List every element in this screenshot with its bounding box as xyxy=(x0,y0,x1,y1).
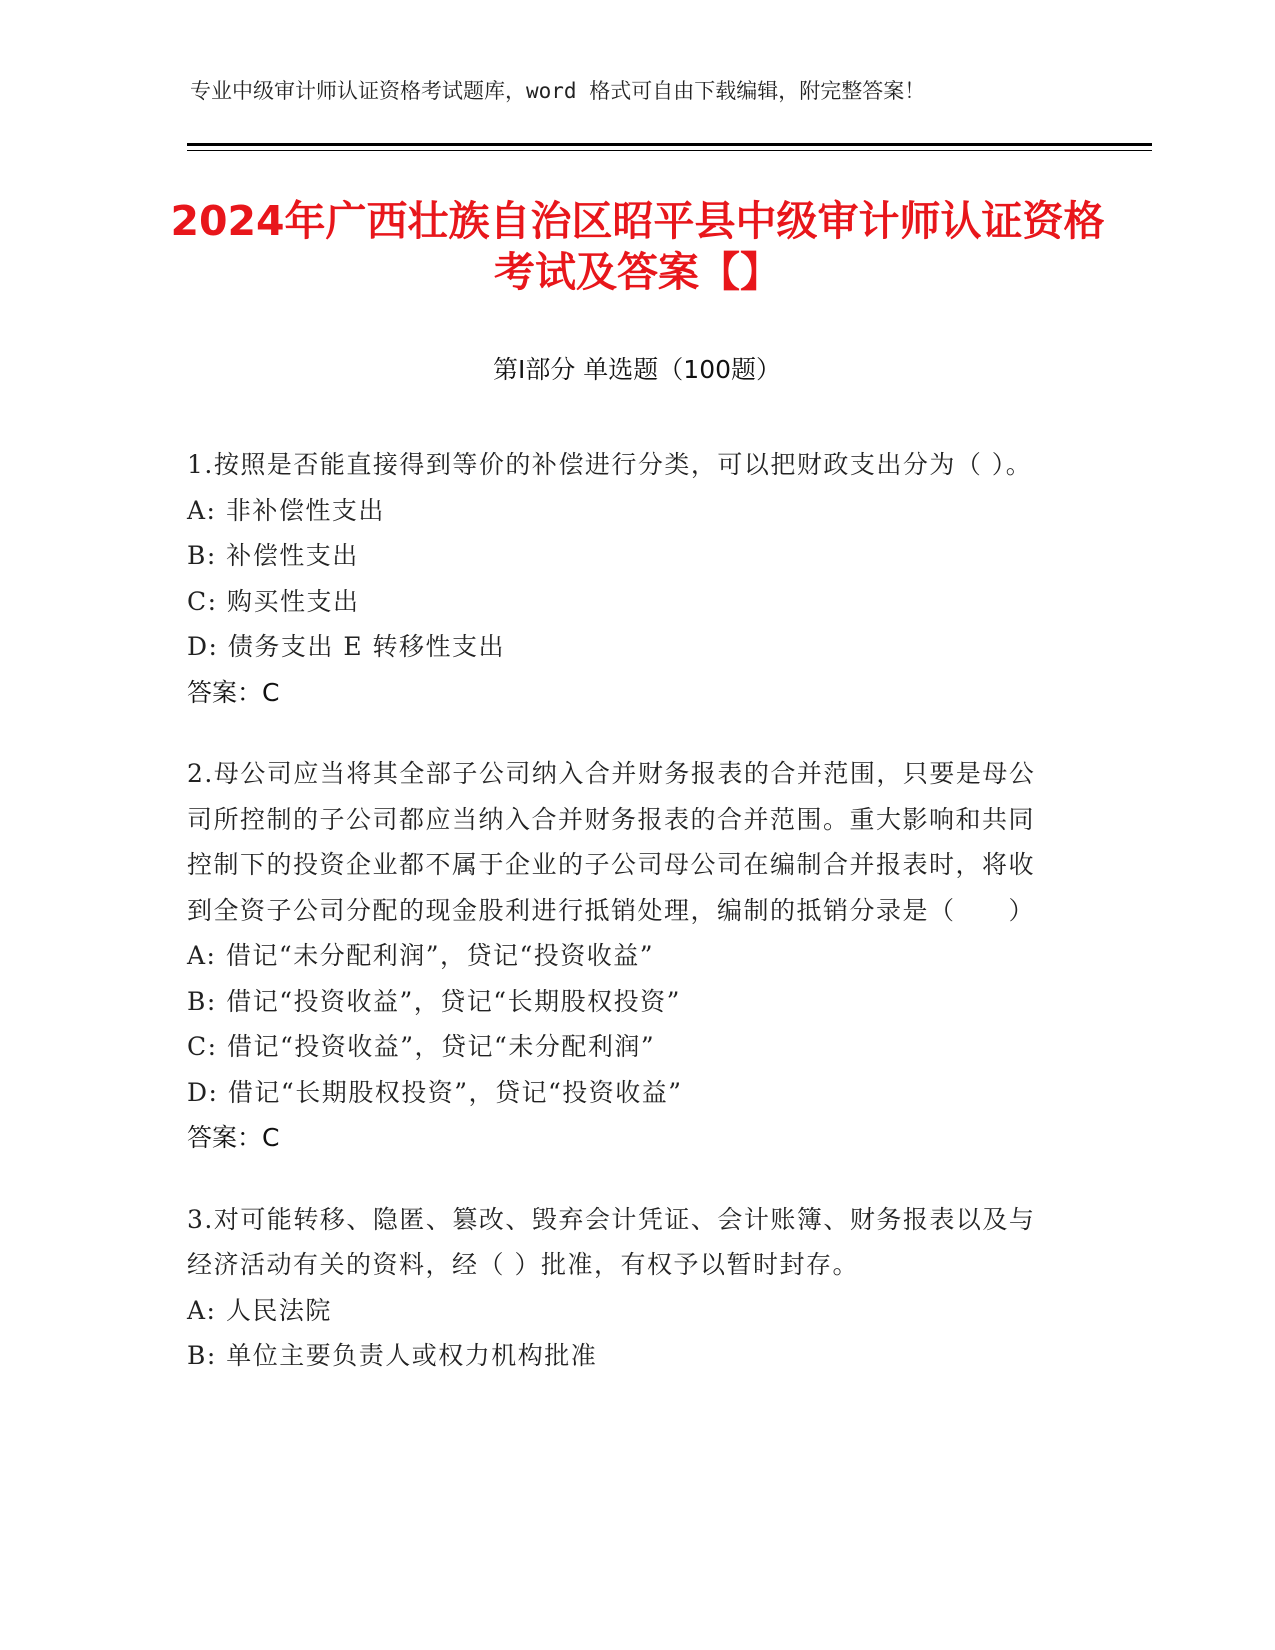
option-d: D: 债务支出 E 转移性支出 xyxy=(187,632,506,661)
header-rule-thick xyxy=(187,143,1152,146)
question-text: 1.按照是否能直接得到等价的补偿进行分类，可以把财政支出分为（ ）。 xyxy=(187,450,1033,479)
question-list xyxy=(187,442,1057,1415)
option-d: D: 借记“长期股权投资”，贷记“投资收益” xyxy=(187,1077,683,1107)
question-2 xyxy=(187,751,1057,1161)
option-a: A: 非补偿性支出 xyxy=(187,495,385,525)
header-note: 专业中级审计师认证资格考试题库，word 格式可自由下载编辑，附完整答案！ xyxy=(190,79,926,103)
option-c: C: 借记“投资收益”，贷记“未分配利润” xyxy=(187,1032,656,1061)
option-a: A: 人民法院 xyxy=(187,1295,332,1325)
question-3 xyxy=(187,1197,1057,1379)
section-title: 第Ⅰ部分 单选题（100题） xyxy=(492,355,782,384)
option-c: C: 购买性支出 xyxy=(187,586,360,616)
option-b: B: 单位主要负责人或权力机构批准 xyxy=(187,1341,598,1370)
answer: 答案：C xyxy=(187,677,280,707)
answer: 答案：C xyxy=(187,1123,280,1152)
question-text: 2.母公司应当将其全部子公司纳入合并财务报表的合并范围，只要是母公司所控制的子公司都应当纳入合并财务报表的合并范围。重大影响和共同控制下的投资企业都不属于企业的子公司母公司在编制合并报表时，将收到全资子公司分配的现金股利进行抵销处理，编制的抵销分录是（ ） xyxy=(187,759,1036,925)
document-title: 2024年广西壮族自治区昭平县中级审计师认证资格考试及答案【】 xyxy=(170,197,1105,296)
question-text: 3.对可能转移、隐匿、篡改、毁弃会计凭证、会计账簿、财务报表以及与经济活动有关的资料，经（ ）批准，有权予以暂时封存。 xyxy=(187,1204,1036,1279)
header-rule-thin xyxy=(187,150,1152,151)
question-1 xyxy=(187,442,1057,715)
option-a: A: 借记“未分配利润”，贷记“投资收益” xyxy=(187,941,655,970)
option-b: B: 补偿性支出 xyxy=(187,541,359,570)
option-b: B: 借记“投资收益”，贷记“长期股权投资” xyxy=(187,986,681,1016)
